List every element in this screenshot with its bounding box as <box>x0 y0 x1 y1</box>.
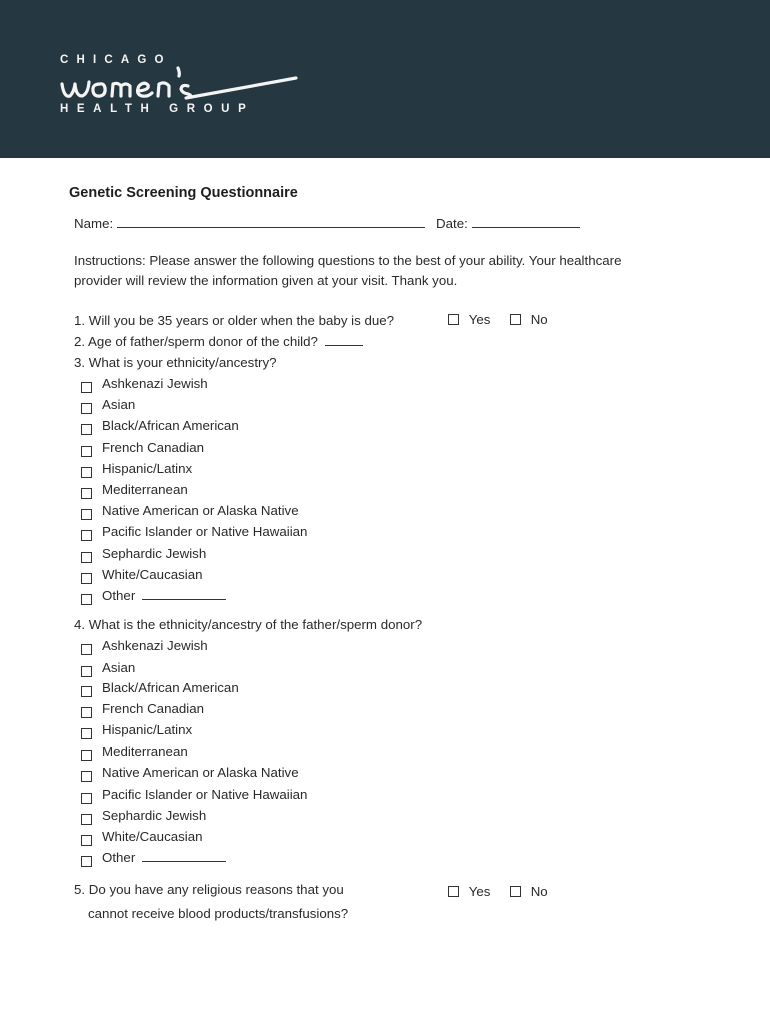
question-2: 2. Age of father/sperm donor of the child? <box>74 334 318 349</box>
q1-no-checkbox[interactable] <box>510 314 521 325</box>
logo-script <box>60 62 300 104</box>
date-field[interactable] <box>472 216 580 228</box>
q4-other-field[interactable] <box>142 850 226 862</box>
q4-option-3-checkbox[interactable] <box>81 683 92 701</box>
q3-option-2-label: Asian <box>102 397 136 412</box>
q4-option-11-row <box>102 850 226 865</box>
father-age-field[interactable] <box>325 334 363 346</box>
q4-option-6-checkbox[interactable] <box>81 747 92 765</box>
q4-option-1-checkbox[interactable] <box>81 641 92 659</box>
q5-yes <box>448 884 490 899</box>
question-1: 1. Will you be 35 years or older when the baby is due? <box>74 313 395 328</box>
q3-option-7-label: Native American or Alaska Native <box>102 503 299 518</box>
q3-option-8-label: Pacific Islander or Native Hawaiian <box>102 524 308 539</box>
q4-option-11-label: Other <box>102 850 136 865</box>
q3-option-10-checkbox[interactable] <box>81 570 92 588</box>
q3-option-11-row <box>102 588 226 603</box>
q1-yes <box>448 312 490 327</box>
q4-option-4-checkbox[interactable] <box>81 704 92 722</box>
q4-option-9-label: Sephardic Jewish <box>102 808 207 823</box>
logo-line-top: CHICAGO <box>60 54 172 66</box>
question-5-line-2: cannot receive blood products/transfusions? <box>88 906 349 921</box>
header-banner <box>0 0 770 158</box>
question-5-line-1: 5. Do you have any religious reasons that you <box>74 882 344 897</box>
q4-option-4-label: French Canadian <box>102 701 205 716</box>
q4-option-8-label: Pacific Islander or Native Hawaiian <box>102 787 308 802</box>
q5-yes-label: Yes <box>468 884 491 899</box>
q3-option-6-checkbox[interactable] <box>81 485 92 503</box>
q1-yes-label: Yes <box>468 312 491 327</box>
q4-option-3-label: Black/African American <box>102 680 239 695</box>
q1-no-label: No <box>530 312 548 327</box>
form-title: Genetic Screening Questionnaire <box>69 185 298 201</box>
q3-option-8-checkbox[interactable] <box>81 527 92 545</box>
q4-option-1-label: Ashkenazi Jewish <box>102 638 208 653</box>
q4-option-2-label: Asian <box>102 660 136 675</box>
q4-option-6-label: Mediterranean <box>102 744 188 759</box>
q4-option-5-checkbox[interactable] <box>81 725 92 743</box>
question-3: 3. What is your ethnicity/ancestry? <box>74 355 277 370</box>
logo-line-bottom: HEALTH GROUP <box>60 103 255 115</box>
name-label: Name: <box>74 216 114 231</box>
q4-option-5-label: Hispanic/Latinx <box>102 722 193 737</box>
q3-option-9-label: Sephardic Jewish <box>102 546 207 561</box>
q4-option-7-label: Native American or Alaska Native <box>102 765 299 780</box>
q4-option-10-checkbox[interactable] <box>81 832 92 850</box>
q5-no <box>510 884 548 899</box>
q5-no-label: No <box>530 884 548 899</box>
q4-option-9-checkbox[interactable] <box>81 811 92 829</box>
instructions-line-1: Instructions: Please answer the following questions to the best of your ability. Your healthcare <box>74 253 622 268</box>
q3-other-field[interactable] <box>142 588 226 600</box>
q3-option-10-label: White/Caucasian <box>102 567 203 582</box>
instructions-line-2: provider will review the information given at your visit. Thank you. <box>74 273 458 288</box>
q4-option-2-checkbox[interactable] <box>81 663 92 681</box>
q4-option-10-label: White/Caucasian <box>102 829 203 844</box>
q3-option-5-checkbox[interactable] <box>81 464 92 482</box>
q3-option-4-label: French Canadian <box>102 440 205 455</box>
q1-no <box>510 312 548 327</box>
date-label: Date: <box>436 216 468 231</box>
logo <box>60 54 320 124</box>
q3-option-4-checkbox[interactable] <box>81 443 92 461</box>
question-4: 4. What is the ethnicity/ancestry of the father/sperm donor? <box>74 617 423 632</box>
q3-option-3-label: Black/African American <box>102 418 239 433</box>
date-row <box>436 216 580 231</box>
q1-yes-checkbox[interactable] <box>448 314 459 325</box>
q4-option-11-checkbox[interactable] <box>81 853 92 871</box>
q3-option-9-checkbox[interactable] <box>81 549 92 567</box>
q3-option-5-label: Hispanic/Latinx <box>102 461 193 476</box>
name-row <box>74 216 425 231</box>
q5-no-checkbox[interactable] <box>510 886 521 897</box>
q3-option-1-label: Ashkenazi Jewish <box>102 376 208 391</box>
question-2-row <box>74 334 363 349</box>
name-field[interactable] <box>117 216 425 228</box>
q5-yes-checkbox[interactable] <box>448 886 459 897</box>
q4-option-8-checkbox[interactable] <box>81 790 92 808</box>
q3-option-7-checkbox[interactable] <box>81 506 92 524</box>
q3-option-11-checkbox[interactable] <box>81 591 92 609</box>
q3-option-1-checkbox[interactable] <box>81 379 92 397</box>
q3-option-3-checkbox[interactable] <box>81 421 92 439</box>
q3-option-11-label: Other <box>102 588 136 603</box>
q3-option-2-checkbox[interactable] <box>81 400 92 418</box>
q4-option-7-checkbox[interactable] <box>81 768 92 786</box>
q3-option-6-label: Mediterranean <box>102 482 188 497</box>
